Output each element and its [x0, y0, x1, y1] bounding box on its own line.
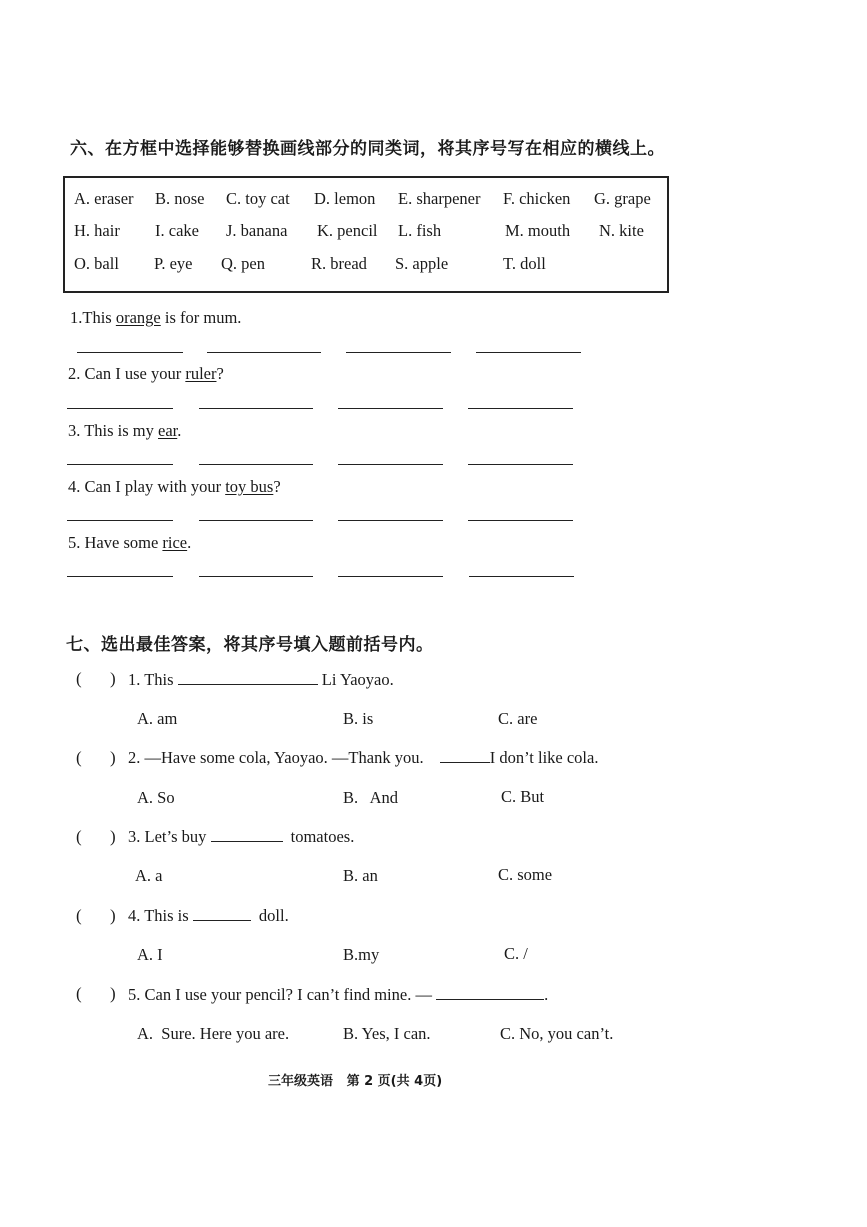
- section7-title: 七、选出最佳答案，将其序号填入题前括号内。: [66, 635, 434, 655]
- answer-paren-close[interactable]: ): [110, 669, 116, 688]
- option-s: S. apple: [395, 254, 449, 273]
- answer-line[interactable]: [468, 520, 573, 521]
- fill-blank[interactable]: [178, 670, 318, 685]
- answer-paren-open[interactable]: (: [76, 827, 82, 846]
- option-p: P. eye: [154, 254, 193, 273]
- answer-line[interactable]: [67, 520, 173, 521]
- s7-q3-choice-c: C. some: [498, 865, 553, 884]
- s6-q2-text: 2. Can I use your: [68, 364, 186, 383]
- answer-line[interactable]: [67, 464, 173, 465]
- s6-question-5: [68, 533, 191, 553]
- answer-line[interactable]: [468, 408, 573, 409]
- s7-question-2: [128, 748, 598, 768]
- option-t: T. doll: [503, 254, 546, 273]
- option-o: O. ball: [74, 254, 119, 273]
- answer-line[interactable]: [468, 464, 573, 465]
- s7-q4-choice-a: A. I: [137, 945, 163, 964]
- option-m: M. mouth: [505, 221, 571, 240]
- option-q: Q. pen: [221, 254, 265, 273]
- s7-q5-choice-b: B. Yes, I can.: [343, 1024, 431, 1043]
- fill-blank[interactable]: [440, 748, 490, 763]
- s6-q1-underlined-word: orange: [115, 308, 161, 327]
- answer-line[interactable]: [469, 576, 574, 577]
- fill-blank[interactable]: [193, 906, 251, 921]
- answer-line[interactable]: [199, 408, 313, 409]
- s7-q1-choice-c: C. are: [498, 709, 538, 728]
- option-f: F. chicken: [503, 189, 571, 208]
- section6-title: 六、在方框中选择能够替换画线部分的同类词，将其序号写在相应的横线上。: [70, 139, 665, 159]
- answer-paren-open[interactable]: (: [76, 669, 82, 688]
- s6-q3-text: 3. This is my: [68, 421, 159, 440]
- s6-q3-underlined-word: ear: [158, 421, 178, 440]
- s7-question-3: [128, 827, 354, 847]
- s7-q1-text: 1. This: [128, 670, 178, 689]
- s7-q5-choice-a: A. Sure. Here you are.: [137, 1024, 290, 1043]
- fill-blank[interactable]: [211, 827, 283, 842]
- option-a: A. eraser: [74, 189, 134, 208]
- answer-paren-close[interactable]: ): [110, 827, 116, 846]
- s7-question-5: [128, 985, 548, 1005]
- option-i: I. cake: [155, 221, 199, 240]
- s7-q2-text: 2. —Have some cola, Yaoyao. —Thank you.: [128, 748, 428, 767]
- s7-q5-choice-c: C. No, you can’t.: [500, 1024, 614, 1043]
- s6-q5-text: 5. Have some: [68, 533, 163, 552]
- option-r: R. bread: [311, 254, 367, 273]
- s7-question-4: [128, 906, 289, 926]
- answer-line[interactable]: [338, 576, 443, 577]
- answer-line[interactable]: [476, 352, 581, 353]
- s7-q2-choice-c: C. But: [501, 787, 545, 806]
- answer-paren-open[interactable]: (: [76, 748, 82, 767]
- answer-line[interactable]: [199, 520, 313, 521]
- s6-q3-text-end: .: [177, 421, 182, 440]
- answer-line[interactable]: [338, 408, 443, 409]
- s6-q4-text: 4. Can I play with your: [68, 477, 226, 496]
- s6-q4-text-end: ?: [273, 477, 281, 496]
- s6-question-1: [70, 308, 241, 328]
- answer-paren-open[interactable]: (: [76, 984, 82, 1003]
- answer-line[interactable]: [67, 408, 173, 409]
- s7-q5-text: 5. Can I use your pencil? I can’t find mine. —: [128, 985, 437, 1004]
- s6-q2-underlined-word: ruler: [185, 364, 217, 383]
- option-k: K. pencil: [317, 221, 378, 240]
- s7-q1-choice-b: B. is: [343, 709, 374, 728]
- s7-q2-text-end: I don’t like cola.: [489, 748, 599, 767]
- answer-paren-close[interactable]: ): [110, 984, 116, 1003]
- s6-question-2: [68, 364, 224, 384]
- option-d: D. lemon: [314, 189, 376, 208]
- answer-paren-close[interactable]: ): [110, 906, 116, 925]
- option-h: H. hair: [74, 221, 120, 240]
- s7-q3-text-end: tomatoes.: [286, 827, 355, 846]
- s6-q1-text-end: is for mum.: [160, 308, 242, 327]
- page-footer: 三年级英语 第 2 页(共 4页): [268, 1074, 443, 1089]
- s7-q1-choice-a: A. am: [137, 709, 178, 728]
- s7-q4-text-end: doll.: [254, 906, 289, 925]
- s6-q5-text-end: .: [187, 533, 192, 552]
- option-n: N. kite: [599, 221, 644, 240]
- s6-q4-underlined-word: toy bus: [225, 477, 274, 496]
- answer-line[interactable]: [199, 464, 313, 465]
- s6-question-3: [68, 421, 181, 441]
- s7-q2-choice-b: B. And: [343, 788, 399, 807]
- answer-line[interactable]: [207, 352, 321, 353]
- option-b: B. nose: [155, 189, 205, 208]
- answer-line[interactable]: [338, 520, 443, 521]
- answer-paren-open[interactable]: (: [76, 906, 82, 925]
- answer-line[interactable]: [346, 352, 451, 353]
- s7-q3-choice-b: B. an: [343, 866, 378, 885]
- s7-q5-text-end: .: [544, 985, 549, 1004]
- answer-line[interactable]: [67, 576, 173, 577]
- answer-paren-close[interactable]: ): [110, 748, 116, 767]
- option-e: E. sharpener: [398, 189, 481, 208]
- s7-question-1: [128, 670, 394, 690]
- option-l: L. fish: [398, 221, 442, 240]
- option-c: C. toy cat: [226, 189, 290, 208]
- s7-q3-choice-a: A. a: [135, 866, 163, 885]
- s7-q4-text: 4. This is: [128, 906, 193, 925]
- s7-q3-text: 3. Let’s buy: [128, 827, 211, 846]
- option-j: J. banana: [226, 221, 288, 240]
- s7-q1-text-end: Li Yaoyao.: [317, 670, 394, 689]
- answer-line[interactable]: [338, 464, 443, 465]
- option-g: G. grape: [594, 189, 651, 208]
- s6-q1-text: 1.This: [70, 308, 116, 327]
- s6-q2-text-end: ?: [216, 364, 224, 383]
- s6-q5-underlined-word: rice: [162, 533, 188, 552]
- answer-line[interactable]: [199, 576, 313, 577]
- s6-question-4: [68, 477, 281, 497]
- s7-q2-choice-a: A. So: [137, 788, 175, 807]
- answer-line[interactable]: [77, 352, 183, 353]
- fill-blank[interactable]: [436, 985, 544, 1000]
- s7-q4-choice-b: B.my: [343, 945, 380, 964]
- s7-q4-choice-c: C. /: [504, 944, 528, 963]
